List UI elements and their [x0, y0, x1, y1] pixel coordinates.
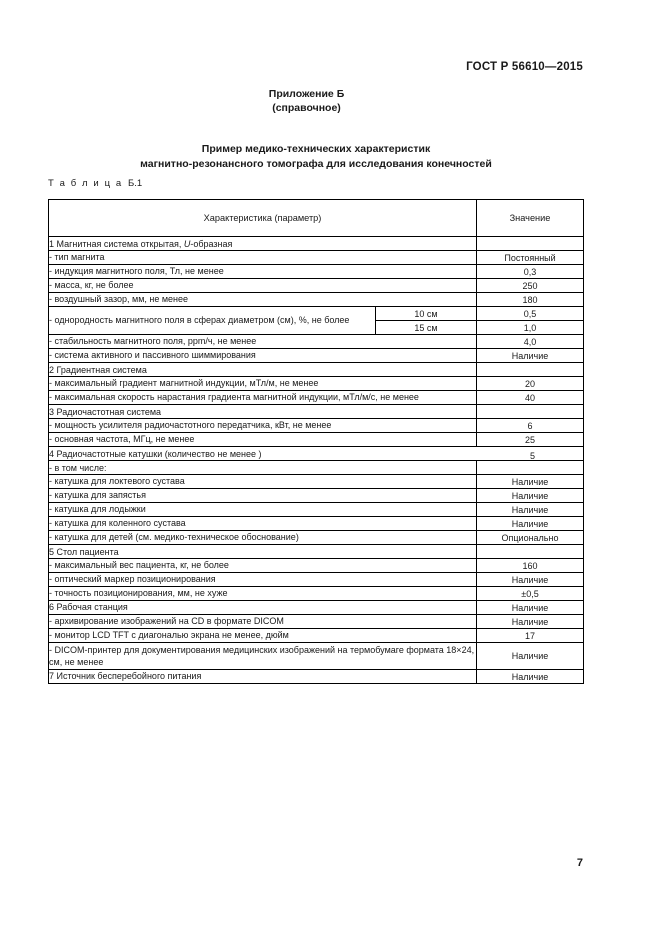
- cell-value: Постоянный: [477, 251, 584, 265]
- cell-parameter: - точность позиционирования, мм, не хуже: [49, 587, 477, 601]
- cell-parameter: 5 Стол пациента: [49, 545, 477, 559]
- cell-value: Наличие: [477, 615, 584, 629]
- cell-parameter: 3 Радиочастотная система: [49, 405, 477, 419]
- cell-value: Наличие: [477, 643, 584, 670]
- table-caption: [48, 178, 142, 189]
- table-row: [49, 503, 584, 517]
- cell-value: Наличие: [477, 573, 584, 587]
- cell-parameter: 6 Рабочая станция: [49, 601, 477, 615]
- table-row: [49, 475, 584, 489]
- table-row: [49, 545, 584, 559]
- running-head: ГОСТ Р 56610—2015: [466, 61, 583, 73]
- cell-parameter: - максимальная скорость нарастания градиента магнитной индукции, мТл/м/с, не менее: [49, 391, 477, 405]
- cell-parameter: - максимальный градиент магнитной индукции, мТл/м, не менее: [49, 377, 477, 391]
- cell-value: 160: [477, 559, 584, 573]
- annex-subtitle: (справочное): [272, 101, 341, 114]
- cell-parameter: - максимальный вес пациента, кг, не более: [49, 559, 477, 573]
- cell-parameter: - катушка для детей (см. медико-техническое обоснование): [49, 531, 477, 545]
- annex-heading: [0, 88, 613, 115]
- annex-title: Приложение Б: [268, 88, 345, 100]
- table-row: [49, 461, 584, 475]
- page-title-line-1: Пример медико-технических характеристик: [201, 143, 431, 155]
- cell-parameter: - стабильность магнитного поля, ppm/ч, не менее: [49, 335, 477, 349]
- table-row: [49, 615, 584, 629]
- column-header-parameter: Характеристика (параметр): [49, 200, 477, 237]
- column-header-value: Значение: [477, 200, 584, 237]
- table-row: [49, 293, 584, 307]
- table-row: [49, 237, 584, 251]
- cell-value: [477, 461, 584, 475]
- table-row: [49, 405, 584, 419]
- table-caption-word: Т а б л и ц а: [48, 178, 123, 189]
- cell-parameter: - масса, кг, не более: [49, 279, 477, 293]
- table-row: [49, 335, 584, 349]
- cell-value: 5: [529, 451, 535, 461]
- cell-parameter: - монитор LCD TFT с диагональю экрана не менее, дюйм: [49, 629, 477, 643]
- table-row: [49, 601, 584, 615]
- table-caption-number: Б.1: [128, 178, 143, 189]
- cell-value: Опционально: [477, 531, 584, 545]
- table-row: [49, 307, 584, 321]
- table-row: [49, 587, 584, 601]
- table-row: [49, 517, 584, 531]
- cell-value: 17: [477, 629, 584, 643]
- cell-value: Наличие: [477, 517, 584, 531]
- cell-value: ±0,5: [477, 587, 584, 601]
- cell-value: 0,3: [477, 265, 584, 279]
- cell-value: Наличие: [477, 503, 584, 517]
- table-row: [49, 447, 584, 461]
- spec-table-container: [48, 199, 583, 684]
- cell-parameter: - DICOM-принтер для документирования медицинских изображений на термобумаге формата 18×24, см, не менее: [49, 643, 477, 670]
- cell-subparameter: 15 см: [376, 321, 477, 335]
- page-title-line-2: магнитно-резонансного томографа для исследования конечностей: [140, 158, 492, 170]
- cell-parameter: - катушка для локтевого сустава: [49, 475, 477, 489]
- table-row: [49, 531, 584, 545]
- table-row: [49, 377, 584, 391]
- page-number: 7: [576, 857, 583, 869]
- cell-parameter: - система активного и пассивного шиммирования: [49, 349, 477, 363]
- cell-value: 40: [477, 391, 584, 405]
- cell-parameter: - в том числе:: [49, 461, 477, 475]
- cell-parameter: - мощность усилителя радиочастотного передатчика, кВт, не менее: [49, 419, 477, 433]
- cell-value: 20: [477, 377, 584, 391]
- table-row: [49, 265, 584, 279]
- cell-parameter: - основная частота, МГц, не менее: [49, 433, 477, 447]
- cell-value: Наличие: [477, 601, 584, 615]
- cell-value: 250: [477, 279, 584, 293]
- cell-parameter: - архивирование изображений на CD в формате DICOM: [49, 615, 477, 629]
- table-row: [49, 629, 584, 643]
- table-row: [49, 670, 584, 684]
- table-row: [49, 251, 584, 265]
- table-row: [49, 559, 584, 573]
- cell-value: Наличие: [477, 349, 584, 363]
- table-row: [49, 489, 584, 503]
- table-row: [49, 279, 584, 293]
- cell-value: [477, 405, 584, 419]
- cell-parameter: - воздушный зазор, мм, не менее: [49, 293, 477, 307]
- cell-parameter: 7 Источник бесперебойного питания: [49, 670, 477, 684]
- cell-value: [477, 363, 584, 377]
- page-title: [48, 142, 584, 172]
- table-row: [49, 391, 584, 405]
- cell-value: [477, 237, 584, 251]
- spec-table: [48, 199, 584, 684]
- table-row: [49, 363, 584, 377]
- cell-parameter: - катушка для запястья: [49, 489, 477, 503]
- cell-parameter: 2 Градиентная система: [49, 363, 477, 377]
- table-row: [49, 573, 584, 587]
- cell-parameter: 1 Магнитная система открытая, U-образная: [49, 237, 477, 251]
- cell-value: 6: [477, 419, 584, 433]
- cell-value: 180: [477, 293, 584, 307]
- table-row: [49, 433, 584, 447]
- cell-parameter: - оптический маркер позиционирования: [49, 573, 477, 587]
- cell-parameter: - однородность магнитного поля в сферах диаметром (см), %, не более: [49, 307, 376, 335]
- cell-value: Наличие: [477, 489, 584, 503]
- italic-letter: U: [183, 238, 191, 249]
- cell-value: [477, 545, 584, 559]
- cell-parameter: - тип магнита: [49, 251, 477, 265]
- cell-parameter: - катушка для лодыжки: [49, 503, 477, 517]
- table-row: [49, 349, 584, 363]
- table-row: [49, 419, 584, 433]
- cell-value: 0,5: [477, 307, 584, 321]
- cell-value: 4,0: [477, 335, 584, 349]
- cell-value: 1,0: [477, 321, 584, 335]
- cell-value: 25: [477, 433, 584, 447]
- table-row: [49, 643, 584, 670]
- table-header-row: [49, 200, 584, 237]
- cell-value: Наличие: [477, 670, 584, 684]
- cell-parameter: - индукция магнитного поля, Тл, не менее: [49, 265, 477, 279]
- cell-value: Наличие: [477, 475, 584, 489]
- cell-subparameter: 10 см: [376, 307, 477, 321]
- cell-parameter: 4 Радиочастотные катушки (количество не менее ) 5: [49, 447, 584, 461]
- cell-parameter: - катушка для коленного сустава: [49, 517, 477, 531]
- table-body: [49, 237, 584, 684]
